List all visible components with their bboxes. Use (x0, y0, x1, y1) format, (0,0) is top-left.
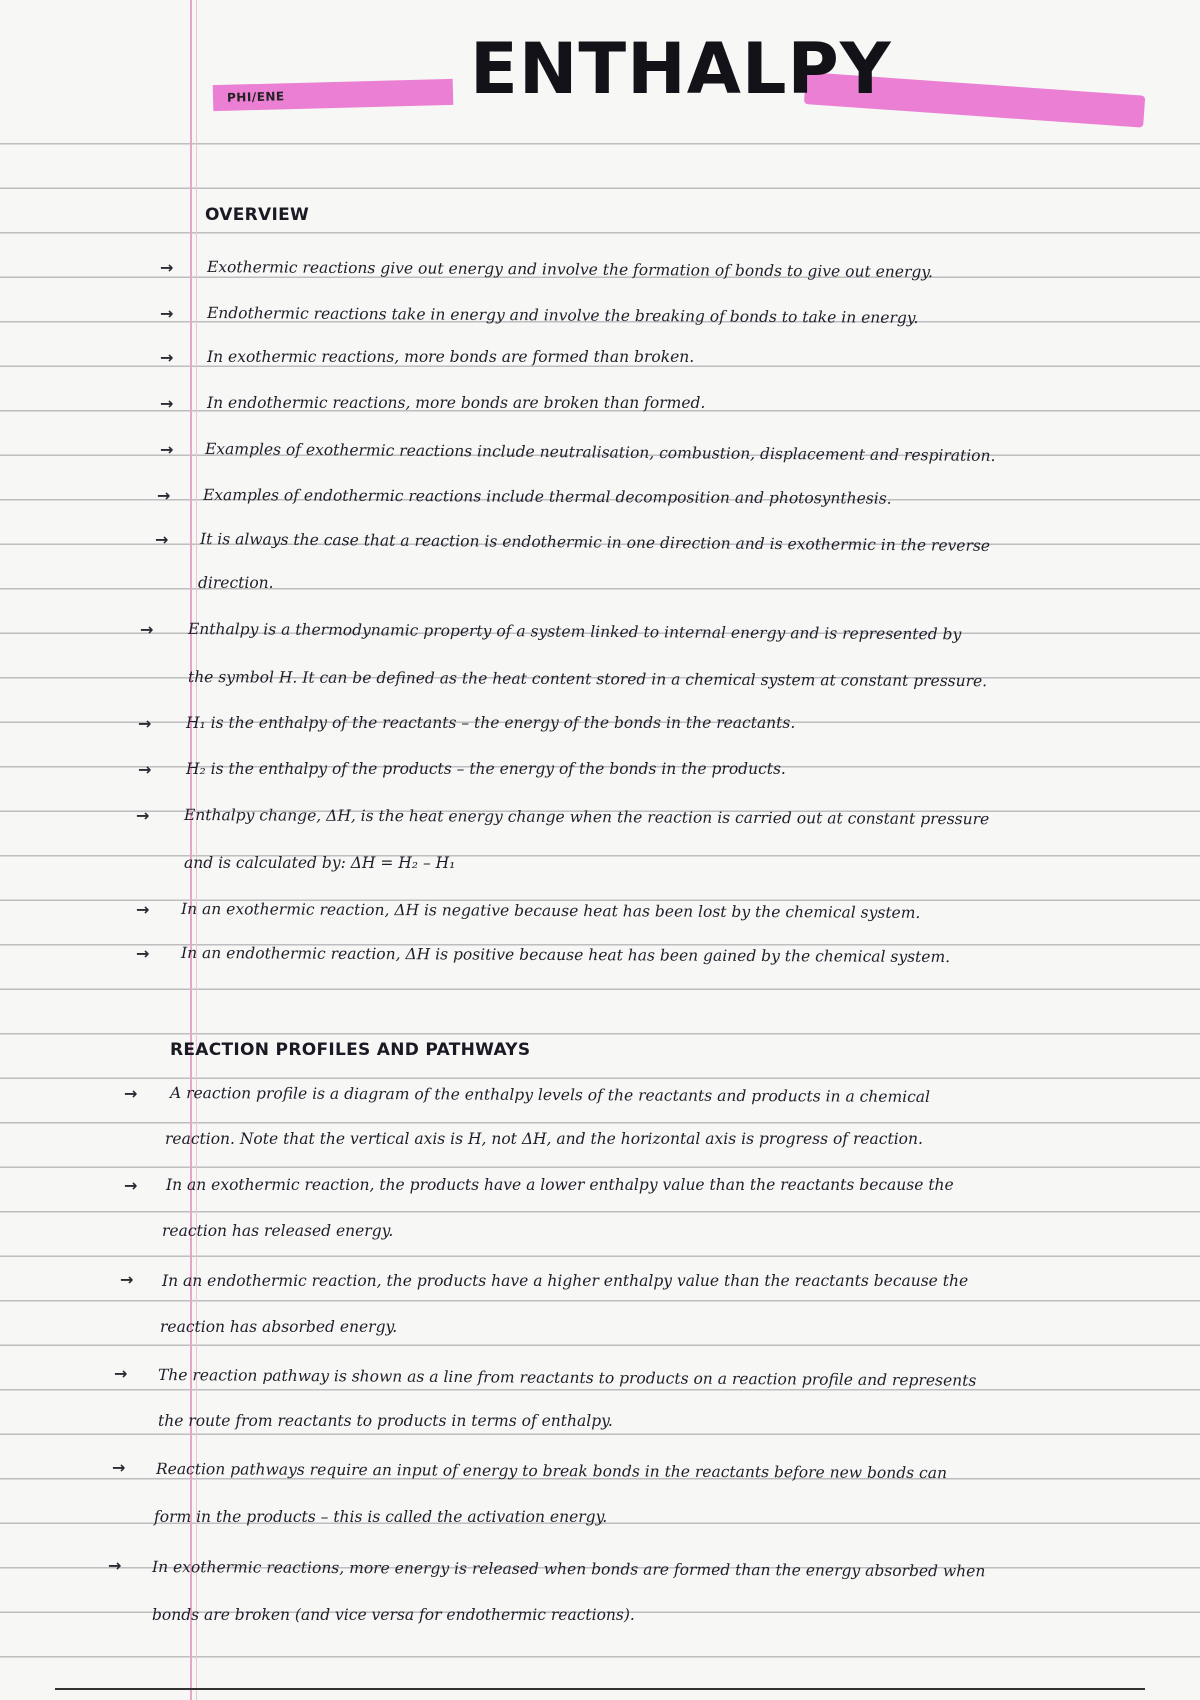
page-bottom-rule (55, 1688, 1145, 1690)
bullet-arrow-icon: → (136, 806, 150, 825)
bullet-arrow-icon: → (160, 348, 174, 367)
bullet-arrow-icon: → (160, 394, 174, 413)
bullet-arrow-icon: → (138, 714, 152, 733)
overview-line: In exothermic reactions, more bonds are formed than broken. (207, 348, 695, 366)
subject-tag-label: PHI/ENE (226, 89, 285, 105)
bullet-arrow-icon: → (157, 486, 171, 505)
reaction-profiles-heading: REACTION PROFILES AND PATHWAYS (170, 1040, 531, 1060)
bullet-arrow-icon: → (136, 900, 150, 919)
overview-line: It is always the case that a reaction is endothermic in one direction and is exothermic in the reverse (199, 530, 991, 555)
overview-line: In an endothermic reaction, ΔH is positive because heat has been gained by the chemical system. (180, 944, 951, 967)
bullet-arrow-icon: → (138, 760, 152, 779)
bullet-arrow-icon: → (136, 944, 150, 963)
bullet-arrow-icon: → (160, 258, 174, 277)
bullet-arrow-icon: → (108, 1556, 122, 1575)
bullet-arrow-icon: → (155, 530, 169, 549)
bullet-arrow-icon: → (112, 1458, 126, 1477)
overview-line: Enthalpy is a thermodynamic property of a system linked to internal energy and is represented by (187, 620, 962, 644)
profiles-line-continuation: reaction. Note that the vertical axis is H, not ΔH, and the horizontal axis is progress of reaction. (165, 1130, 923, 1148)
profiles-line-continuation: reaction has absorbed energy. (160, 1318, 398, 1336)
profiles-line: In an exothermic reaction, the products have a lower enthalpy value than the reactants because the (166, 1176, 954, 1194)
profiles-line-continuation: form in the products – this is called the activation energy. (154, 1508, 608, 1526)
overview-line: In endothermic reactions, more bonds are broken than formed. (207, 394, 706, 412)
overview-line: Examples of endothermic reactions include thermal decomposition and photosynthesis. (202, 486, 892, 508)
overview-line: Exothermic reactions give out energy and involve the formation of bonds to give out energy. (206, 258, 934, 282)
overview-line: H₂ is the enthalpy of the products – the energy of the bonds in the products. (186, 760, 786, 778)
profiles-line-continuation: reaction has released energy. (162, 1222, 394, 1240)
profiles-line: In exothermic reactions, more energy is released when bonds are formed than the energy absorbed when (151, 1558, 986, 1581)
overview-line: Enthalpy change, ΔH, is the heat energy change when the reaction is carried out at constant pressure (183, 806, 990, 829)
bullet-arrow-icon: → (120, 1270, 134, 1289)
overview-line: Examples of exothermic reactions include neutralisation, combustion, displacement and respiration. (204, 440, 996, 465)
bullet-arrow-icon: → (160, 304, 174, 323)
bullet-arrow-icon: → (124, 1176, 138, 1195)
profiles-line: The reaction pathway is shown as a line from reactants to products on a reaction profile and represents (157, 1366, 977, 1390)
bullet-arrow-icon: → (114, 1364, 128, 1383)
margin-line-inner (196, 0, 197, 1700)
overview-line-continuation: and is calculated by: ΔH = H₂ – H₁ (184, 854, 456, 872)
subject-tag (213, 79, 454, 111)
profiles-line: A reaction profile is a diagram of the enthalpy levels of the reactants and products in a chemical (169, 1084, 931, 1106)
overview-line-continuation: direction. (198, 574, 274, 592)
overview-line: In an exothermic reaction, ΔH is negative because heat has been lost by the chemical system. (180, 900, 921, 922)
profiles-line-continuation: the route from reactants to products in terms of enthalpy. (158, 1412, 613, 1430)
overview-line: Endothermic reactions take in energy and involve the breaking of bonds to take in energy. (206, 304, 919, 327)
overview-heading: OVERVIEW (205, 205, 310, 225)
profiles-line: Reaction pathways require an input of energy to break bonds in the reactants before new bonds can (155, 1460, 948, 1483)
overview-line: H₁ is the enthalpy of the reactants – the energy of the bonds in the reactants. (186, 714, 796, 732)
bullet-arrow-icon: → (124, 1084, 138, 1103)
profiles-line-continuation: bonds are broken (and vice versa for endothermic reactions). (152, 1606, 635, 1624)
page-title: ENTHALPY (470, 28, 892, 110)
bullet-arrow-icon: → (140, 620, 154, 639)
bullet-arrow-icon: → (160, 440, 174, 459)
profiles-line: In an endothermic reaction, the products have a higher enthalpy value than the reactants because the (162, 1272, 969, 1290)
overview-line-continuation: the symbol H. It can be defined as the heat content stored in a chemical system at constant pressure. (187, 668, 988, 691)
margin-line (190, 0, 192, 1700)
